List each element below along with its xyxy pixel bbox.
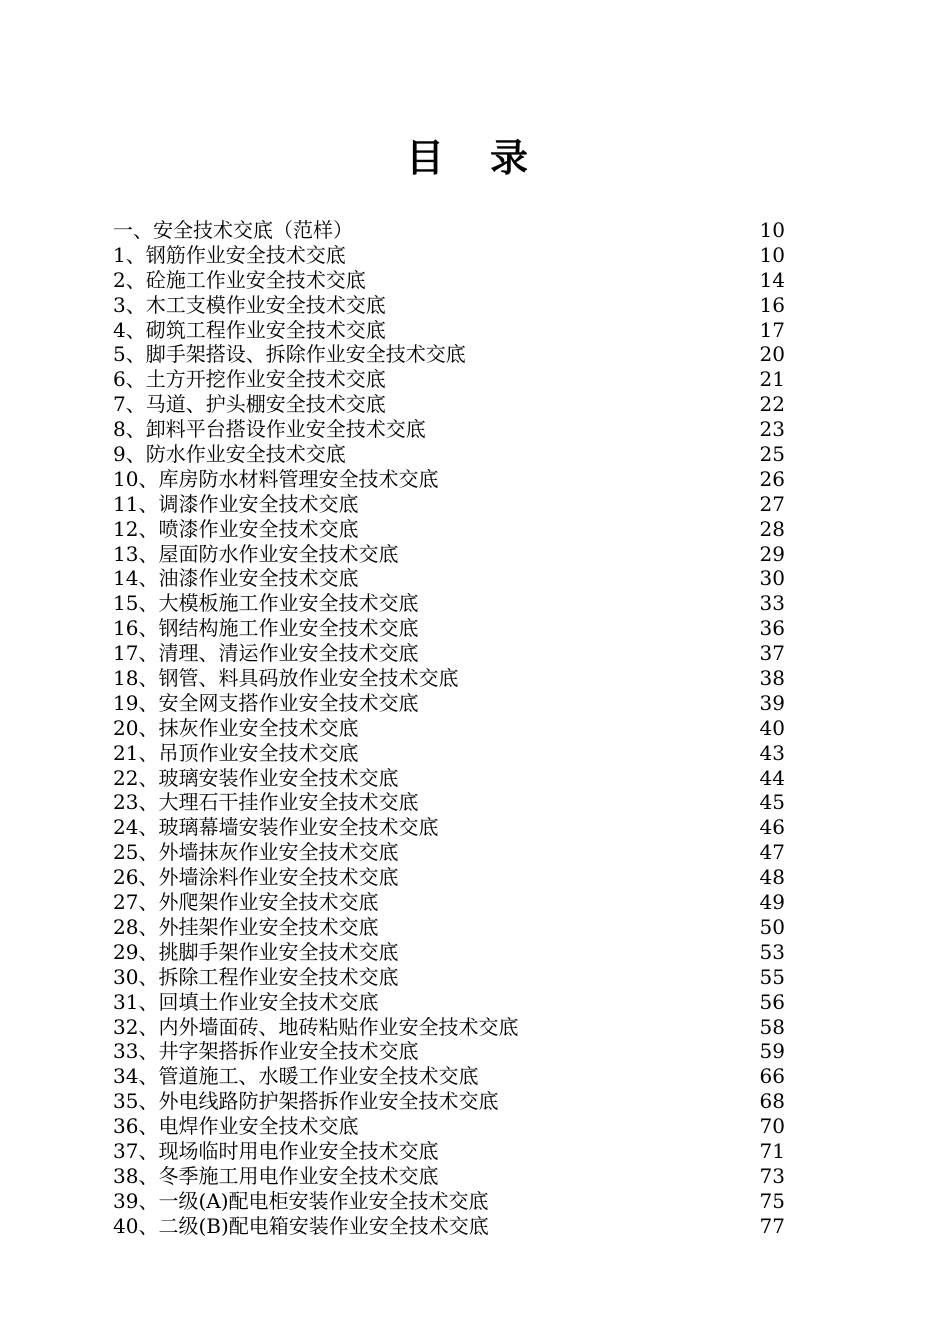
toc-entry[interactable]: [113, 268, 785, 293]
toc-entry-label: 36、电焊作业安全技术交底: [113, 1114, 359, 1139]
toc-entry-page-number: 71: [759, 1138, 785, 1163]
toc-entry[interactable]: [113, 293, 785, 318]
toc-entry-page-number: 66: [759, 1064, 785, 1089]
toc-entry[interactable]: [113, 492, 785, 517]
toc-entry[interactable]: [113, 1189, 785, 1214]
toc-entry[interactable]: [113, 318, 785, 343]
toc-entry[interactable]: [113, 691, 785, 716]
toc-entry-page-number: 26: [759, 466, 785, 491]
toc-entry[interactable]: [113, 517, 785, 542]
toc-entry-label: 22、玻璃安装作业安全技术交底: [113, 765, 399, 790]
toc-entry-label: 2、砼施工作业安全技术交底: [113, 267, 366, 292]
toc-list: [113, 218, 785, 1239]
toc-entry[interactable]: [113, 417, 785, 442]
toc-entry[interactable]: [113, 342, 785, 367]
toc-entry-label: 5、脚手架搭设、拆除作业安全技术交底: [113, 342, 466, 367]
toc-entry-label: 4、砌筑工程作业安全技术交底: [113, 317, 386, 342]
toc-entry-page-number: 33: [759, 591, 785, 616]
toc-entry[interactable]: [113, 1039, 785, 1064]
toc-entry[interactable]: [113, 367, 785, 392]
toc-entry[interactable]: [113, 243, 785, 268]
toc-entry-page-number: 55: [759, 964, 785, 989]
toc-entry-label: 12、喷漆作业安全技术交底: [113, 516, 359, 541]
toc-entry-label: 1、钢筋作业安全技术交底: [113, 242, 346, 267]
toc-entry-page-number: 27: [759, 491, 785, 516]
toc-entry-label: 31、回填土作业安全技术交底: [113, 989, 379, 1014]
toc-entry-page-number: 38: [759, 666, 785, 691]
toc-entry-page-number: 68: [759, 1089, 785, 1114]
toc-entry[interactable]: [113, 716, 785, 741]
toc-entry-page-number: 14: [759, 267, 785, 292]
toc-entry[interactable]: [113, 766, 785, 791]
toc-entry-page-number: 75: [759, 1188, 785, 1213]
toc-entry[interactable]: [113, 990, 785, 1015]
toc-entry-page-number: 28: [759, 516, 785, 541]
toc-entry[interactable]: [113, 790, 785, 815]
toc-entry-page-number: 59: [759, 1039, 785, 1064]
toc-entry[interactable]: [113, 915, 785, 940]
toc-entry-page-number: 77: [759, 1213, 785, 1238]
toc-entry-label: 9、防水作业安全技术交底: [113, 442, 346, 467]
toc-entry-page-number: 37: [759, 641, 785, 666]
toc-entry-label: 一、安全技术交底（范样）: [113, 218, 353, 242]
toc-entry[interactable]: [113, 616, 785, 641]
toc-entry-label: 10、库房防水材料管理安全技术交底: [113, 466, 439, 491]
toc-entry-label: 37、现场临时用电作业安全技术交底: [113, 1138, 439, 1163]
toc-entry-label: 16、钢结构施工作业安全技术交底: [113, 616, 419, 641]
toc-entry-label: 40、二级(B)配电箱安装作业安全技术交底: [113, 1213, 489, 1238]
toc-entry-page-number: 16: [759, 292, 785, 317]
toc-entry-label: 15、大模板施工作业安全技术交底: [113, 591, 419, 616]
toc-entry-label: 19、安全网支搭作业安全技术交底: [113, 690, 419, 715]
toc-entry-label: 3、木工支模作业安全技术交底: [113, 292, 386, 317]
toc-entry-page-number: 10: [759, 242, 785, 267]
toc-entry-page-number: 56: [759, 989, 785, 1014]
toc-entry-page-number: 53: [759, 939, 785, 964]
toc-entry-label: 28、外挂架作业安全技术交底: [113, 914, 379, 939]
toc-entry[interactable]: [113, 591, 785, 616]
toc-entry-label: 20、抹灰作业安全技术交底: [113, 715, 359, 740]
toc-entry-label: 38、冬季施工用电作业安全技术交底: [113, 1163, 439, 1188]
toc-entry[interactable]: [113, 666, 785, 691]
toc-entry[interactable]: [113, 392, 785, 417]
toc-entry[interactable]: [113, 542, 785, 567]
page-title: 目录: [405, 135, 574, 180]
toc-entry-page-number: 21: [759, 367, 785, 392]
toc-entry-label: 30、拆除工程作业安全技术交底: [113, 964, 399, 989]
toc-entry-label: 13、屋面防水作业安全技术交底: [113, 541, 399, 566]
toc-entry[interactable]: [113, 1015, 785, 1040]
toc-entry[interactable]: [113, 1114, 785, 1139]
toc-entry-label: 14、油漆作业安全技术交底: [113, 566, 359, 591]
toc-entry-page-number: 40: [759, 715, 785, 740]
toc-entry-page-number: 48: [759, 865, 785, 890]
toc-entry-label: 24、玻璃幕墙安装作业安全技术交底: [113, 815, 439, 840]
toc-entry[interactable]: [113, 467, 785, 492]
toc-entry[interactable]: [113, 1139, 785, 1164]
toc-entry-label: 33、井字架搭拆作业安全技术交底: [113, 1039, 419, 1064]
toc-entry-page-number: 39: [759, 690, 785, 715]
toc-entry[interactable]: [113, 965, 785, 990]
toc-entry-page-number: 45: [759, 790, 785, 815]
toc-entry-page-number: 23: [759, 417, 785, 442]
toc-entry-label: 17、清理、清运作业安全技术交底: [113, 641, 419, 666]
toc-entry-page-number: 20: [759, 342, 785, 367]
toc-entry-label: 35、外电线路防护架搭拆作业安全技术交底: [113, 1089, 499, 1114]
toc-entry[interactable]: [113, 1214, 785, 1239]
toc-entry-label: 7、马道、护头棚安全技术交底: [113, 392, 386, 417]
toc-entry[interactable]: [113, 218, 785, 243]
toc-entry[interactable]: [113, 865, 785, 890]
toc-entry-page-number: 70: [759, 1114, 785, 1139]
toc-entry[interactable]: [113, 566, 785, 591]
toc-entry-label: 32、内外墙面砖、地砖粘贴作业安全技术交底: [113, 1014, 519, 1039]
toc-entry[interactable]: [113, 840, 785, 865]
toc-entry-page-number: 46: [759, 815, 785, 840]
toc-entry-page-number: 10: [759, 218, 785, 242]
toc-entry-page-number: 44: [759, 765, 785, 790]
toc-entry[interactable]: [113, 442, 785, 467]
toc-entry-page-number: 47: [759, 840, 785, 865]
toc-entry-label: 26、外墙涂料作业安全技术交底: [113, 865, 399, 890]
toc-entry-label: 34、管道施工、水暖工作业安全技术交底: [113, 1064, 479, 1089]
toc-entry[interactable]: [113, 641, 785, 666]
toc-entry[interactable]: [113, 1089, 785, 1114]
toc-entry[interactable]: [113, 940, 785, 965]
toc-entry[interactable]: [113, 815, 785, 840]
toc-entry-page-number: 36: [759, 616, 785, 641]
toc-entry-label: 21、吊顶作业安全技术交底: [113, 740, 359, 765]
toc-entry[interactable]: [113, 890, 785, 915]
toc-entry-page-number: 29: [759, 541, 785, 566]
toc-entry-label: 18、钢管、料具码放作业安全技术交底: [113, 666, 459, 691]
toc-entry-label: 25、外墙抹灰作业安全技术交底: [113, 840, 399, 865]
toc-entry-label: 27、外爬架作业安全技术交底: [113, 890, 379, 915]
toc-entry-label: 29、挑脚手架作业安全技术交底: [113, 939, 399, 964]
toc-entry-page-number: 25: [759, 442, 785, 467]
toc-entry-page-number: 73: [759, 1163, 785, 1188]
toc-entry-label: 39、一级(A)配电柜安装作业安全技术交底: [113, 1188, 489, 1213]
toc-entry[interactable]: [113, 741, 785, 766]
toc-entry-page-number: 17: [759, 317, 785, 342]
toc-entry-label: 6、土方开挖作业安全技术交底: [113, 367, 386, 392]
toc-entry-page-number: 30: [759, 566, 785, 591]
toc-entry-label: 23、大理石干挂作业安全技术交底: [113, 790, 419, 815]
toc-entry-page-number: 50: [759, 914, 785, 939]
toc-entry-page-number: 58: [759, 1014, 785, 1039]
toc-entry-page-number: 49: [759, 890, 785, 915]
toc-entry-page-number: 43: [759, 740, 785, 765]
toc-entry-label: 8、卸料平台搭设作业安全技术交底: [113, 417, 426, 442]
toc-entry-label: 11、调漆作业安全技术交底: [113, 491, 359, 516]
toc-entry[interactable]: [113, 1064, 785, 1089]
toc-entry-page-number: 22: [759, 392, 785, 417]
toc-entry[interactable]: [113, 1164, 785, 1189]
